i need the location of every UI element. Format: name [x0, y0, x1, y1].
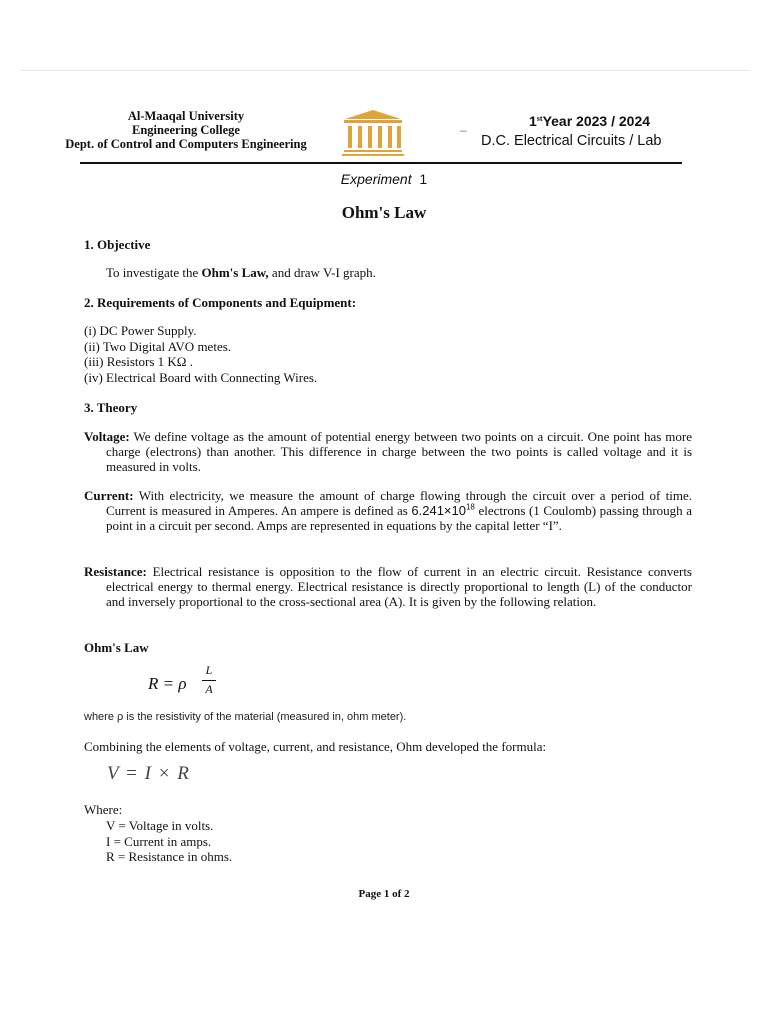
header-dash: _: [460, 118, 467, 132]
list-item: V = Voltage in volts.: [106, 818, 214, 833]
year-superscript: st: [536, 114, 543, 123]
course-name: D.C. Electrical Circuits / Lab: [481, 133, 662, 149]
ampere-exponent: 18: [465, 502, 475, 512]
page-top-divider: [20, 70, 750, 71]
list-item: (i) DC Power Supply.: [84, 323, 197, 338]
academic-year: [529, 113, 650, 129]
columns-building-icon: [341, 107, 405, 157]
year-text: Year 2023 / 2024: [542, 113, 651, 129]
resistance-paragraph: Resistance: Electrical resistance is opposition to the flow of current in an electric circuit. Resistance converts electrical energy to thermal energy. Electrical resistance is directly proportional to length (L) of the conductor and inversely proportional to the cross-sectional area (A). It is given by the following relation.: [84, 564, 692, 610]
page-title: Ohm's Law: [341, 203, 427, 222]
voltage-paragraph: Voltage: We define voltage as the amount of potential energy between two points on a circuit. One point has more charge (electrons) than another. This difference in charge between the two points is called voltage and it is measured in volts.: [84, 429, 692, 475]
ohms-law-formula: V = I × R: [107, 763, 190, 784]
fraction-numerator: L: [205, 663, 213, 677]
objective-heading: 1. Objective: [84, 237, 151, 252]
experiment-number: 1: [419, 171, 428, 187]
formula-lhs: R = ρ: [148, 674, 187, 693]
definitions-list: [106, 818, 232, 865]
experiment-label: [0, 171, 768, 187]
requirements-list: [84, 323, 317, 385]
list-item: (iv) Electrical Board with Connecting Wires.: [84, 369, 318, 385]
page-number: Page 1 of 2: [358, 888, 410, 900]
where-label: Where:: [84, 802, 123, 817]
college-name: Engineering College: [132, 123, 240, 137]
university-name: Al-Maaqal University: [127, 109, 245, 123]
voltage-label: Voltage:: [84, 429, 130, 444]
department-name: Dept. of Control and Computers Engineering: [65, 137, 307, 151]
header-divider: [80, 162, 682, 164]
objective-text: To investigate the Ohm's Law, and draw V-I graph.: [106, 265, 376, 280]
list-item: (ii) Two Digital AVO metes.: [84, 338, 232, 354]
list-item: R = Resistance in ohms.: [106, 849, 233, 864]
fraction-denominator: A: [205, 682, 213, 696]
current-paragraph: Current: With electricity, we measure the amount of charge flowing through the circuit over a period of time. Current is measured in Amperes. An ampere is defined as $6.241\times 10^{18}$ electrons (1 Coulomb) passing through a point in a circuit per second. Amps are represented in equations by the capital letter “I”.: [84, 488, 693, 534]
year-prefix: 1: [529, 113, 537, 129]
theory-heading: 3. Theory: [84, 400, 138, 415]
ampere-value: 6.241×10: [411, 503, 466, 519]
resistance-label: Resistance:: [84, 564, 147, 579]
list-item: I = Current in amps.: [106, 833, 212, 849]
institution-block: [60, 109, 312, 151]
resistivity-note: where ρ is the resistivity of the material (measured in, ohm meter).: [84, 711, 407, 723]
requirements-heading: 2. Requirements of Components and Equipment:: [84, 295, 357, 310]
length-area-fraction: [202, 664, 216, 696]
combining-text: Combining the elements of voltage, current, and resistance, Ohm developed the formula:: [84, 739, 547, 754]
ohms-law-heading: Ohm's Law: [84, 640, 149, 655]
fraction-bar: [202, 680, 216, 681]
list-item: (iii) Resistors 1 KΩ .: [84, 354, 193, 369]
experiment-word: Experiment: [340, 171, 412, 187]
current-label: Current:: [84, 488, 134, 503]
